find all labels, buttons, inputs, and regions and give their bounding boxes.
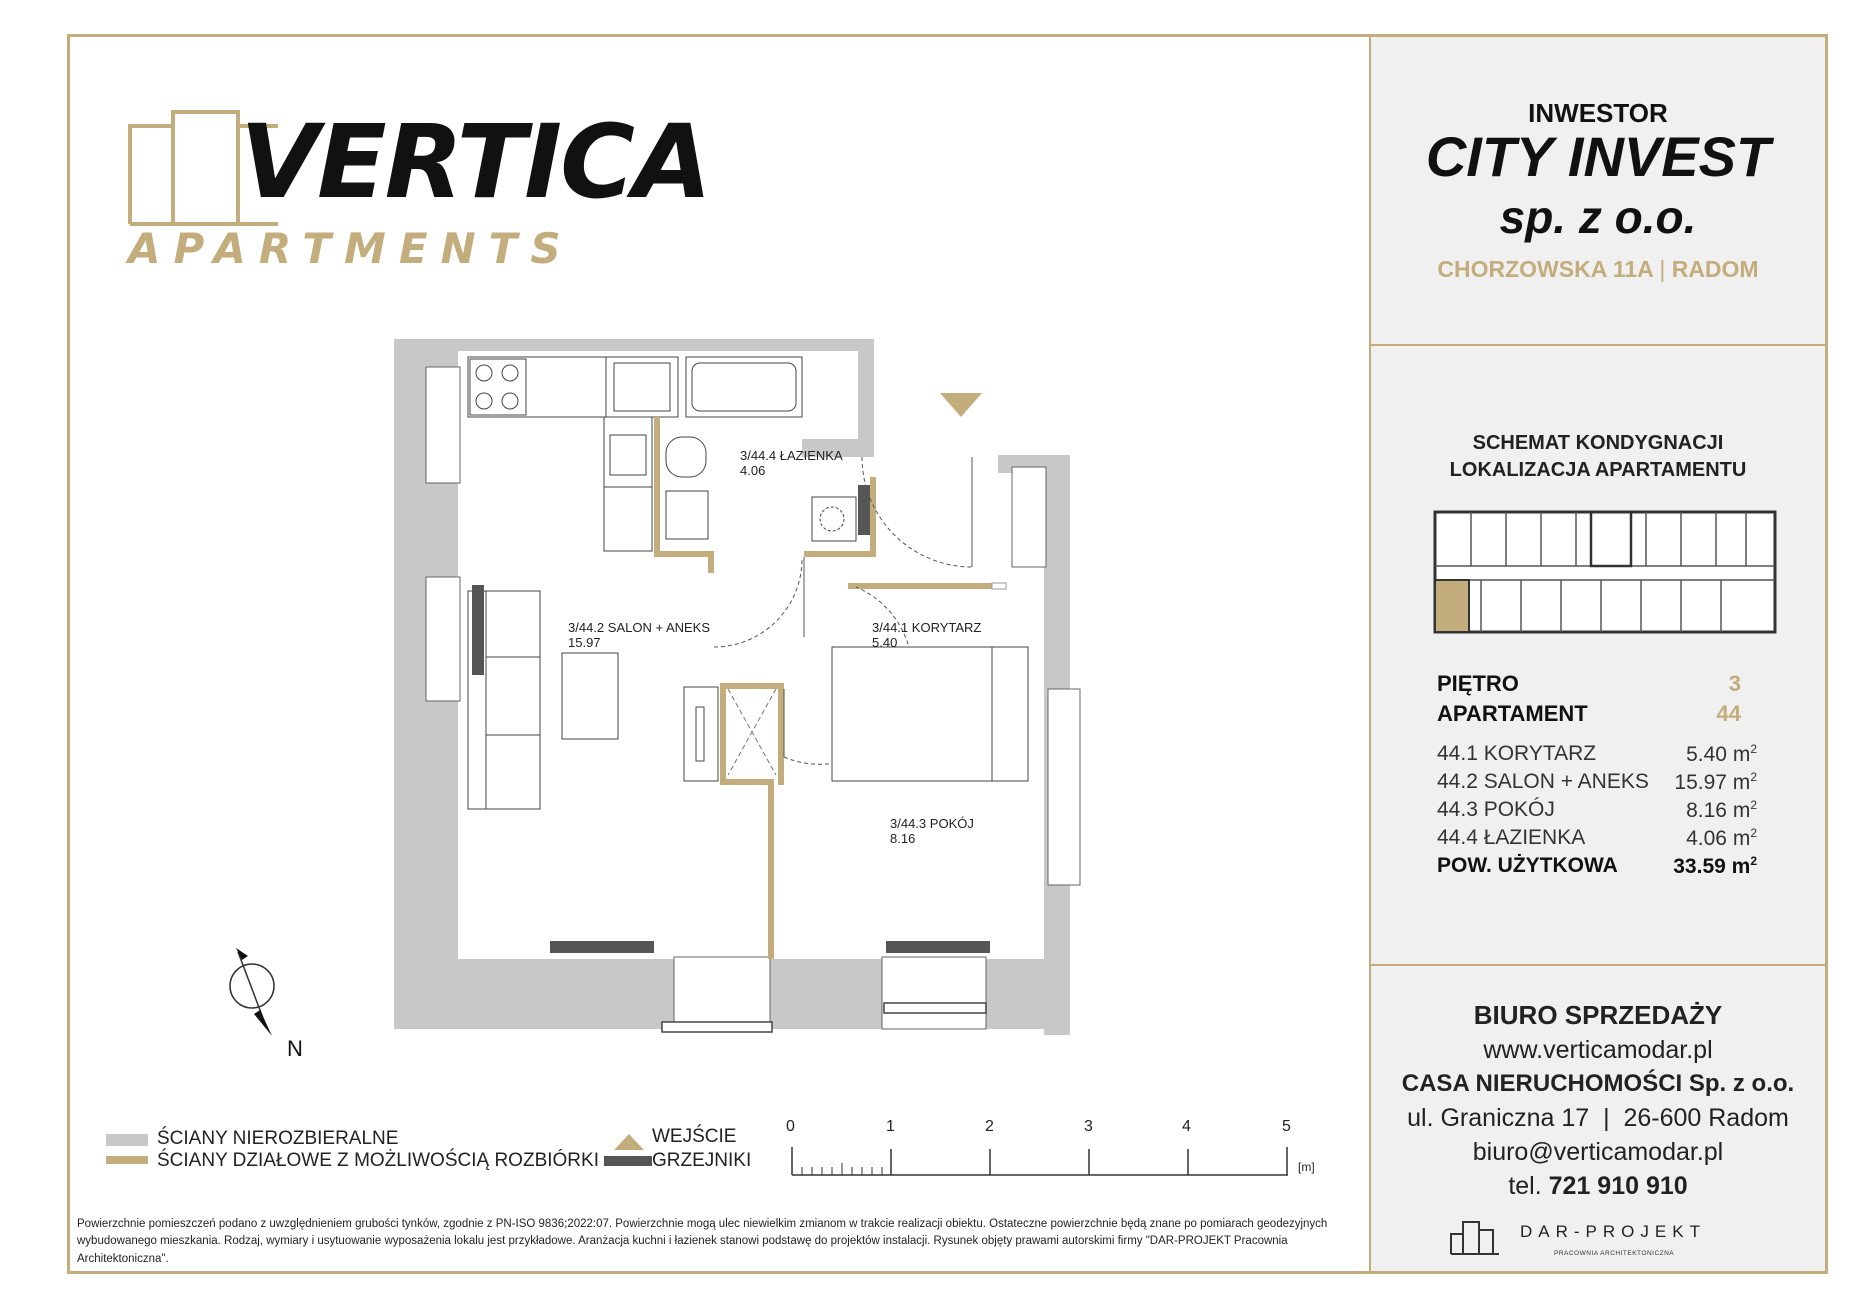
scale-tick-2: 2 <box>985 1118 994 1135</box>
legend-swatch-fixed <box>106 1134 148 1146</box>
scale-tick-1: 1 <box>886 1118 895 1135</box>
dar-projekt-logo-icon <box>1449 1218 1519 1256</box>
room-name: 44.3 POKÓJ <box>1437 798 1555 821</box>
room-name: 44.1 KORYTARZ <box>1437 742 1597 765</box>
architect-name: DAR-PROJEKT <box>1520 1222 1706 1241</box>
floor-value: 3 <box>1728 671 1741 696</box>
scale-tick-0: 0 <box>786 1118 795 1135</box>
address-street: CHORZOWSKA 11A <box>1437 256 1653 282</box>
room-label-bathroom: 3/44.4 ŁAZIENKA 4.06 <box>740 448 843 478</box>
footnote: Powierzchnie pomieszczeń podano z uwzględnieniem grubości tynków, zgodnie z PN-ISO 9836;2022:07. Powierzchnie mogą ulec niewielkim zmianom w trakcie realizacji obiektu. Ostateczne powierzchnie będą znane po pomiarach geodezyjnych wybudowanego mieszkania. Rodzaj, wymiary i usytuowanie wyposażenia lokalu jest przykładowe. Aranżacja kuchni i łazienek stanowi podstawę do projektów instalacji. Rysunek objęty prawami autorskimi firmy "DAR-PROJEKT Pracownia Architektoniczna". <box>77 1218 1328 1265</box>
apartment-label: APARTAMENT <box>1437 701 1588 726</box>
scale-tick-5: 5 <box>1282 1118 1291 1135</box>
schema-title-2: LOKALIZACJA APARTAMENTU <box>1449 459 1747 481</box>
floor-plan <box>392 337 1092 1037</box>
room-area: 5.40 m <box>1686 743 1751 766</box>
room-row: 44.3 POKÓJ 8.16 $m^2$ <box>1437 798 1757 822</box>
total-row: POW. UŻYTKOWA 33.59 $m^2$ <box>1437 854 1757 878</box>
room-label-corridor: 3/44.1 KORYTARZ 5.40 <box>872 620 982 650</box>
legend-swatch-radiator <box>604 1156 652 1166</box>
scale-tick-4: 4 <box>1182 1118 1191 1135</box>
panel-separator-2 <box>1371 964 1825 966</box>
floor-label: PIĘTRO <box>1437 671 1519 696</box>
room-label-living: 3/44.2 SALON + ANEKS 15.97 <box>568 620 711 650</box>
legend-entrance: WEJŚCIE <box>652 1126 737 1147</box>
room-row: 44.2 SALON + ANEKS 15.97 $m^2$ <box>1437 770 1757 794</box>
apartment-location-highlight <box>1435 580 1469 632</box>
total-value: 33.59 m <box>1673 855 1751 878</box>
compass-icon <box>220 944 290 1044</box>
investor-company-suffix: sp. z o.o. <box>1499 191 1697 243</box>
phone-number[interactable]: 721 910 910 <box>1548 1172 1688 1200</box>
schema-title-1: SCHEMAT KONDYGNACJI <box>1472 432 1724 454</box>
architect-subtitle: PRACOWNIA ARCHITEKTONICZNA <box>1554 1250 1675 1257</box>
address-city: RADOM <box>1671 256 1759 282</box>
legend-radiators: GRZEJNIKI <box>652 1150 752 1171</box>
floor-schematic <box>1421 508 1781 638</box>
legend-fixed-walls: ŚCIANY NIEROZBIERALNE <box>157 1128 399 1149</box>
room-area: 8.16 m <box>1686 799 1751 822</box>
scale-tick-3: 3 <box>1084 1118 1093 1135</box>
sales-website[interactable]: www.verticamodar.pl <box>1483 1036 1713 1064</box>
north-label: N <box>287 1036 303 1061</box>
room-row: 44.4 ŁAZIENKA 4.06 $m^2$ <box>1437 826 1757 850</box>
entrance-triangle-icon <box>612 1132 646 1152</box>
room-name: 44.4 ŁAZIENKA <box>1437 826 1586 849</box>
room-area: 15.97 m <box>1674 771 1751 794</box>
floor-row <box>1437 671 1757 697</box>
sales-company: CASA NIERUCHOMOŚCI Sp. z o.o. <box>1401 1070 1795 1097</box>
investor-label: INWESTOR <box>1528 98 1668 128</box>
total-label: POW. UŻYTKOWA <box>1437 854 1618 877</box>
investment-address: CHORZOWSKA 11A | RADOM <box>1437 256 1759 282</box>
room-label-room: 3/44.3 POKÓJ 8.16 <box>890 816 974 846</box>
apartment-value: 44 <box>1716 701 1741 726</box>
apartment-row <box>1437 701 1757 727</box>
brand-name: VERTICA <box>240 103 710 222</box>
sales-email[interactable]: biuro@verticamodar.pl <box>1472 1138 1724 1166</box>
legend-removable-walls: ŚCIANY DZIAŁOWE Z MOŻLIWOŚCIĄ ROZBIÓRKI <box>157 1150 599 1171</box>
legend-swatch-removable <box>106 1156 148 1164</box>
room-name: 44.2 SALON + ANEKS <box>1437 770 1649 793</box>
room-row: 44.1 KORYTARZ 5.40 $m^2$ <box>1437 742 1757 766</box>
panel-separator-1 <box>1371 344 1825 346</box>
sales-address: ul. Graniczna 17 | 26-600 Radom <box>1407 1104 1789 1132</box>
investor-name: CITY INVEST <box>1425 125 1771 188</box>
scale-bar <box>790 1145 1300 1179</box>
phone-label: tel. <box>1508 1172 1542 1200</box>
room-area: 4.06 m <box>1686 827 1751 850</box>
brand-subtitle: APARTMENTS <box>128 224 574 273</box>
sales-title: BIURO SPRZEDAŻY <box>1473 1000 1723 1030</box>
sales-phone-line <box>1371 1172 1825 1201</box>
scale-unit: [m] <box>1298 1160 1315 1174</box>
